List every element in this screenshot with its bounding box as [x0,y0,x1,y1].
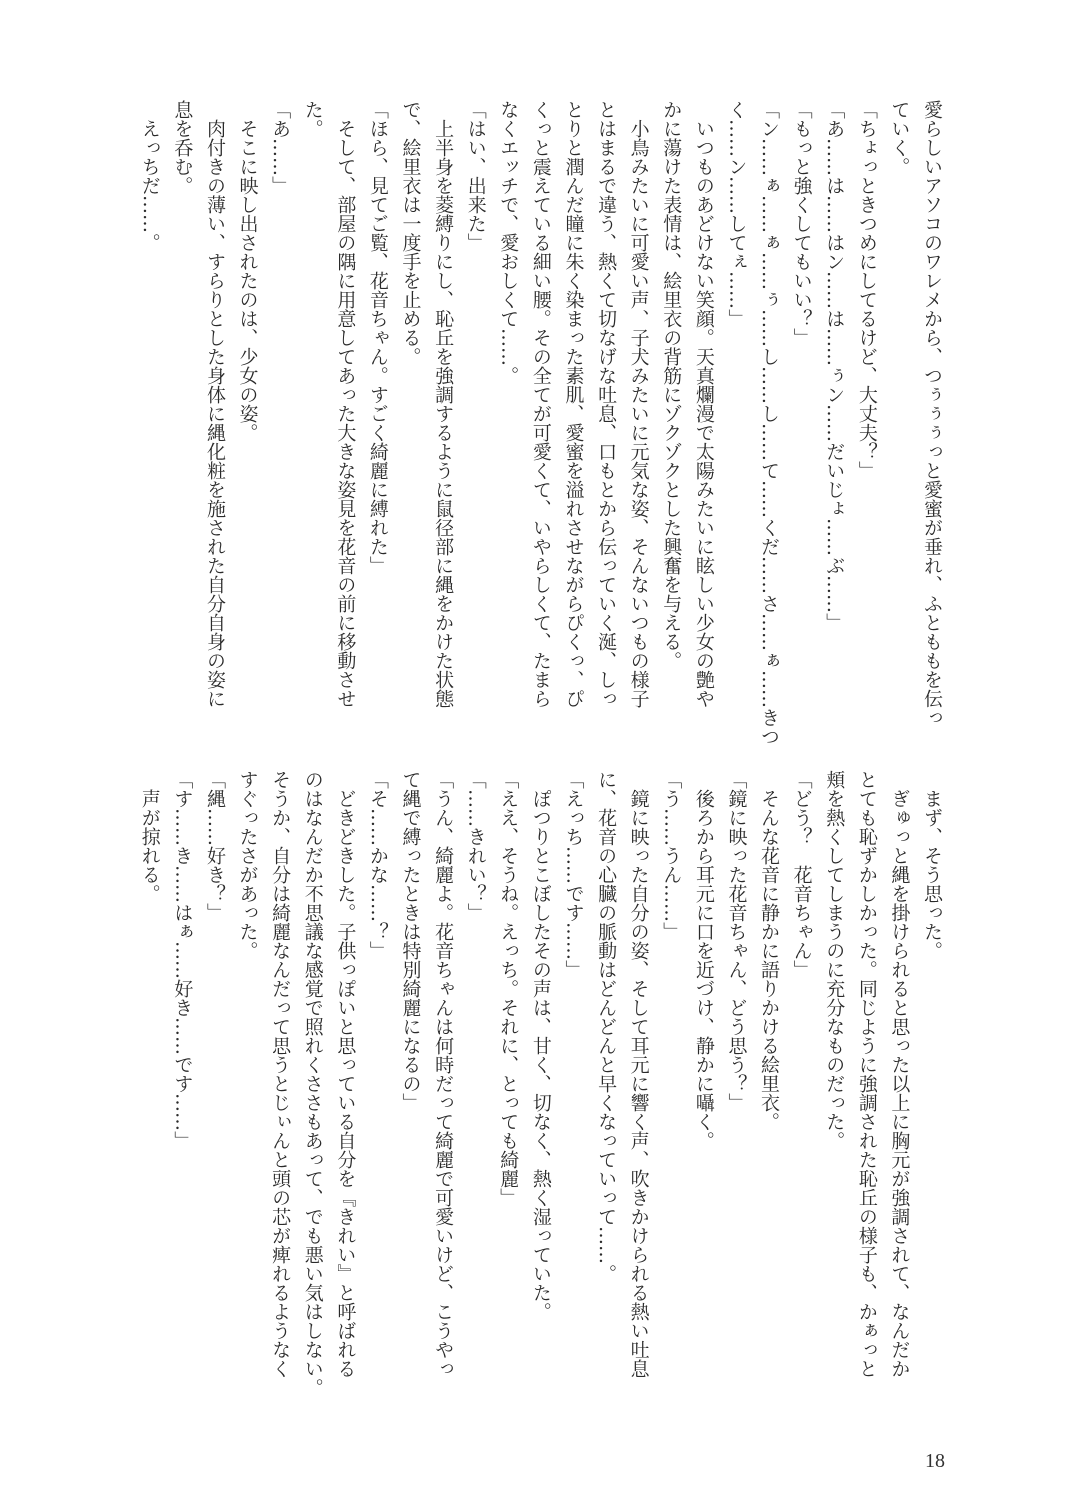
text-column: 愛らしいアソコのワレメから、つぅぅぅっと愛蜜が垂れ、ふとももを伝っ [921,100,943,727]
text-column: た。 [301,100,324,138]
text-column: 「ほら、見てご覧、花音ちゃん。すごく綺麗に縛れた」 [366,100,389,575]
text-column: 「ン……ぁ……ぁ……ぅ……し……し……て……くだ……さ……ぁ……きつ [758,100,781,746]
text-column: 「ちょっときつめにしてるけど、大丈夫？」 [855,100,878,480]
text-column: 息を呑む。 [171,100,194,195]
text-column: そこに映し出されたのは、少女の姿。 [236,100,259,442]
text-column: 小鳥みたいに可愛い声、子犬みたいに元気な姿、そんないつもの様子 [627,100,650,708]
text-column: 「えっち……です……」 [562,770,585,979]
text-column: えっちだ……。 [138,100,161,252]
text-column: 「あ……は……はン……は……ぅン……だいじょ……ぶ……」 [823,100,846,632]
page-number: 18 [925,1450,945,1472]
text-column: とても恥ずかしかった。同じように強調された恥丘の様子も、かぁっと [855,770,878,1378]
text-column: 「鏡に映った花音ちゃん、どう思う？」 [725,770,748,1112]
text-column: ぽつりとこぼしたその声は、甘く、切なく、熱く湿っていた。 [529,770,552,1321]
text-block-bottom [133,770,948,1430]
text-block-top [133,100,948,760]
text-column: 「どう？ 花音ちゃん」 [790,770,813,979]
text-column: 頬を熱くしてしまうのに充分なものだった。 [823,770,846,1150]
text-column: 「はい、出来た」 [464,100,487,252]
text-column: 「そ……かな……？」 [366,770,389,960]
text-column: とはまるで違う、熱くて切なげな吐息、口もとから伝っていく涎、しっ [595,100,618,708]
text-column: 上半身を菱縛りにし、恥丘を強調するように鼠径部に縄をかけた状態 [432,100,455,708]
text-column: ていく。 [888,100,911,176]
text-column: そうか、自分は綺麗なんだって思うとじぃんと頭の芯が痺れるようなく [269,770,292,1378]
text-column: 肉付きの薄い、すらりとした身体に縄化粧を施された自分自身の姿に [203,100,226,708]
text-column: そして、部屋の隅に用意してあった大きな姿見を花音の前に移動させ [334,100,357,708]
text-column: すぐったさがあった。 [236,770,259,960]
text-column: く……ン……してぇ……」 [725,100,748,328]
text-column: 声が掠れる。 [138,770,161,903]
text-column: とりと潤んだ瞳に朱く染まった素肌、愛蜜を溢れさせながらぴくっ、ぴ [562,100,585,708]
text-column: 「縄……好き？」 [203,770,226,922]
text-column: 「あ……」 [269,100,292,195]
text-column: そんな花音に静かに語りかける絵里衣。 [758,770,781,1131]
text-column: なくエッチで、愛おしくて……。 [497,100,520,385]
text-column: かに蕩けた表情は、絵里衣の背筋にゾクゾクとした興奮を与える。 [660,100,683,670]
text-column: いつものあどけない笑顔。天真爛漫で太陽みたいに眩しい少女の艶や [692,100,715,708]
text-column: 「もっと強くしてもいい？」 [790,100,813,347]
text-column: 「す……き……はぁ……好き……です……」 [171,770,194,1150]
text-column: どきどきした。子供っぽいと思っている自分を『きれい』と呼ばれる [334,770,357,1378]
text-column: 「……きれい？」 [464,770,487,922]
text-column: 後ろから耳元に口を近づけ、静かに囁く。 [692,770,715,1150]
text-column: に、花音の心臓の脈動はどんどんと早くなっていって……。 [595,770,618,1283]
text-column: のはなんだか不思議な感覚で照れくささもあって、でも悪い気はしない。 [301,770,324,1397]
text-column: まず、そう思った。 [921,770,943,960]
text-column: ぎゅっと縄を掛けられると思った以上に胸元が強調されて、なんだか [888,770,911,1378]
text-column: 鏡に映った自分の姿、そして耳元に響く声、吹きかけられる熱い吐息 [627,770,650,1378]
text-column: 「う……うん……」 [660,770,683,941]
text-column: 「ええ、そうね。えっち。それに、とっても綺麗」 [497,770,520,1207]
text-column: で、絵里衣は一度手を止める。 [399,100,422,366]
text-column: て縄で縛ったときは特別綺麗になるの」 [399,770,422,1112]
text-column: くっと震えている細い腰。その全てが可愛くて、いやらしくて、たまら [529,100,552,708]
text-column: 「うん、綺麗よ。花音ちゃんは何時だって綺麗で可愛いけど、こうやっ [432,770,455,1378]
